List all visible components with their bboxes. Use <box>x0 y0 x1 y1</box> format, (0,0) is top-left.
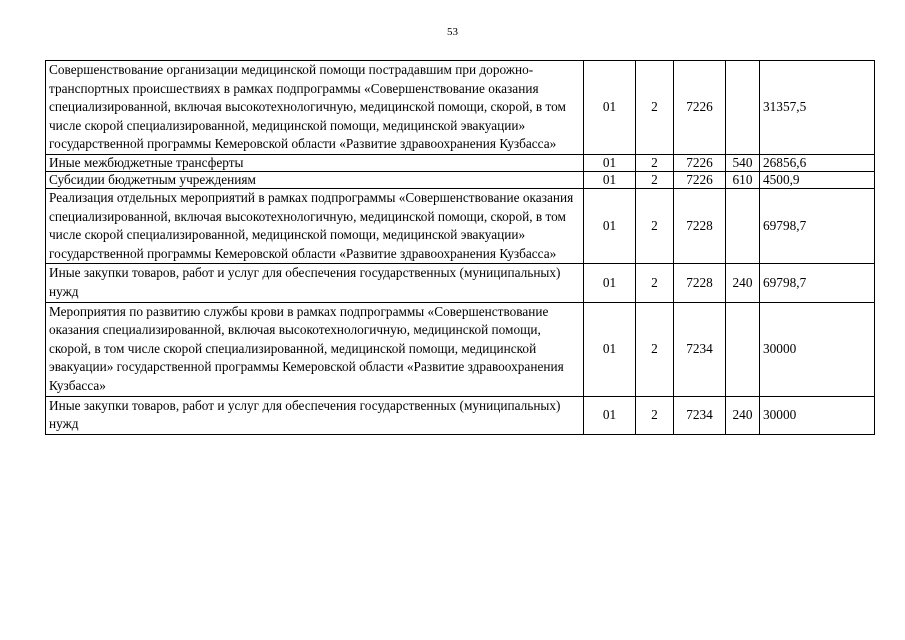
row-target: 7226 <box>674 154 726 171</box>
table-row <box>46 396 875 434</box>
row-target: 7226 <box>674 171 726 188</box>
row-section: 01 <box>584 171 636 188</box>
row-amount: 26856,6 <box>760 154 875 171</box>
row-subsection: 2 <box>636 61 674 155</box>
row-amount: 69798,7 <box>760 264 875 302</box>
row-expense-type <box>726 188 760 263</box>
row-section: 01 <box>584 264 636 302</box>
row-expense-type: 540 <box>726 154 760 171</box>
row-target: 7226 <box>674 61 726 155</box>
row-name: Мероприятия по развитию службы крови в рамках подпрограммы «Совершенствование оказания специализированной, включая высокотехнологичную, медицинской помощи, скорой, в том числе скорой специализированной, медицинской помощи, медицинской эвакуации» государственной программы Кемеровской области «Развитие здравоохранения Кузбасса» <box>46 302 584 396</box>
row-target: 7234 <box>674 396 726 434</box>
row-amount: 31357,5 <box>760 61 875 155</box>
row-section: 01 <box>584 188 636 263</box>
budget-table <box>45 60 875 435</box>
row-expense-type <box>726 302 760 396</box>
row-subsection: 2 <box>636 302 674 396</box>
row-expense-type: 610 <box>726 171 760 188</box>
table-row <box>46 188 875 263</box>
row-expense-type <box>726 61 760 155</box>
row-section: 01 <box>584 61 636 155</box>
row-amount: 4500,9 <box>760 171 875 188</box>
table-row <box>46 264 875 302</box>
table-row <box>46 61 875 155</box>
row-target: 7228 <box>674 264 726 302</box>
table-row <box>46 154 875 171</box>
row-target: 7234 <box>674 302 726 396</box>
row-section: 01 <box>584 302 636 396</box>
row-amount: 69798,7 <box>760 188 875 263</box>
row-expense-type: 240 <box>726 264 760 302</box>
row-section: 01 <box>584 154 636 171</box>
row-section: 01 <box>584 396 636 434</box>
row-amount: 30000 <box>760 302 875 396</box>
table-row <box>46 171 875 188</box>
row-subsection: 2 <box>636 188 674 263</box>
row-subsection: 2 <box>636 396 674 434</box>
row-name: Иные межбюджетные трансферты <box>46 154 584 171</box>
page-number: 53 <box>447 26 458 38</box>
row-expense-type: 240 <box>726 396 760 434</box>
row-name: Иные закупки товаров, работ и услуг для обеспечения государственных (муниципальных) нужд <box>46 264 584 302</box>
row-amount: 30000 <box>760 396 875 434</box>
table-row <box>46 302 875 396</box>
row-name: Совершенствование организации медицинской помощи пострадавшим при дорожно-транспортных происшествиях в рамках подпрограммы «Совершенствование оказания специализированной, включая высокотехнологичную, медицинской помощи, скорой, в том числе скорой специализированной, медицинской помощи, медицинской эвакуации» государственной программы Кемеровской области «Развитие здравоохранения Кузбасса» <box>46 61 584 155</box>
row-target: 7228 <box>674 188 726 263</box>
row-subsection: 2 <box>636 264 674 302</box>
row-name: Субсидии бюджетным учреждениям <box>46 171 584 188</box>
row-subsection: 2 <box>636 154 674 171</box>
row-name: Реализация отдельных мероприятий в рамках подпрограммы «Совершенствование оказания специализированной, включая высокотехнологичную, медицинской помощи, скорой, в том числе скорой специализированной, медицинской помощи, медицинской эвакуации» государственной программы Кемеровской области «Развитие здравоохранения Кузбасса» <box>46 188 584 263</box>
row-subsection: 2 <box>636 171 674 188</box>
row-name: Иные закупки товаров, работ и услуг для обеспечения государственных (муниципальных) нужд <box>46 396 584 434</box>
